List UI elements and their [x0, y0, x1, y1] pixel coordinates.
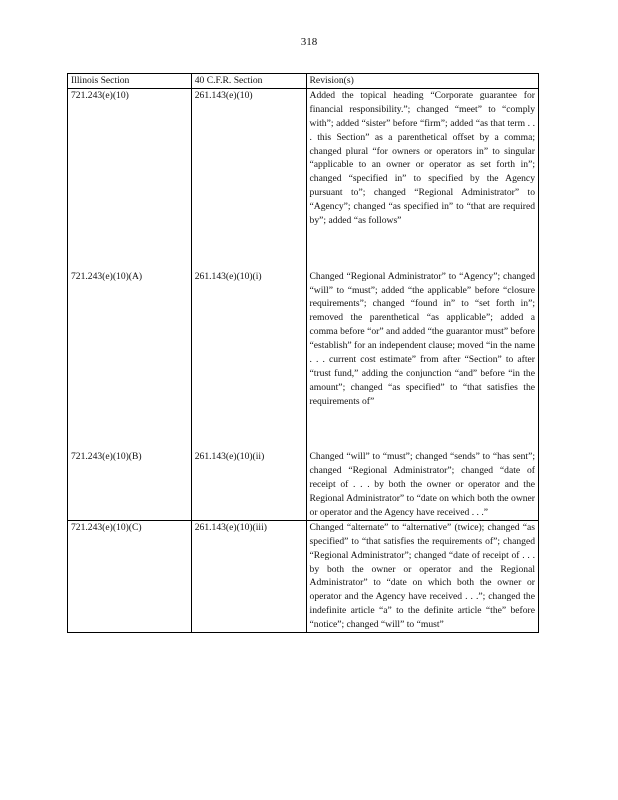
cfr-section: 261.143(e)(10)(i)	[194, 270, 262, 282]
revision-text: Changed “alternate” to “alternative” (twice); changed “as specified” to “that satisfies the requirements of”; changed “Regional Administrator”; changed “date of receipt of . . . by both the owner or operator and the Regional Administrator” to “date on which both the owner or operator and the Agency have received . . .”; changed the indefinite article “a” to the definite article “the” before “notice”; changed “will” to “must”	[309, 521, 535, 631]
cfr-section: 261.143(e)(10)(ii)	[194, 451, 265, 463]
revision-cell	[306, 520, 538, 632]
revision-cell	[306, 88, 538, 520]
table-row	[68, 520, 539, 632]
page-number: 318	[300, 36, 318, 48]
table-header-row	[68, 74, 539, 89]
revision-text: Changed “will” to “must”; changed “sends” to “has sent”; changed “Regional Administrator”; changed “date of receipt of . . . by both the owner or operator and the Regional Administrator” to “date on which both the owner or operator and the Agency have received . . .”	[309, 451, 535, 518]
revision-text: Changed “Regional Administrator” to “Agency”; changed “will” to “must”; added “the applicable” before “closure requirements”; changed “found in” to “set forth in”; removed the parenthetical “as applicable”; added a comma before “or” and added “the guarantor must” before “establish” for an independent clause; moved “in the name . . . current cost estimate” from after “Section” to after “trust fund,” adding the conjunction “and” before “in the amount”; changed “as specified” to “that satisfies the requirements of”	[309, 270, 535, 407]
illinois-section-cell	[68, 520, 192, 632]
illinois-section: 721.243(e)(10)(A)	[71, 270, 143, 282]
illinois-section: 721.243(e)(10)(C)	[71, 521, 142, 533]
illinois-section: 721.243(e)(10)(B)	[71, 451, 142, 463]
cfr-section-cell	[191, 88, 306, 520]
cfr-section: 261.143(e)(10)	[194, 89, 253, 101]
illinois-section: 721.243(e)(10)	[71, 89, 129, 101]
header-revisions: Revision(s)	[306, 74, 538, 89]
header-cfr-section: 40 C.F.R. Section	[191, 74, 306, 89]
revision-table	[67, 73, 539, 633]
cfr-section-cell	[191, 520, 306, 632]
cfr-section: 261.143(e)(10)(iii)	[194, 521, 267, 533]
table-row	[68, 88, 539, 520]
revision-text: Added the topical heading “Corporate guarantee for financial responsibility.”; changed “meet” to “comply with”; added “sister” before “firm”; added “as that term . . . this Section” as a parenthetical offset by a comma; changed plural “for owners or operators in” to singular “applicable to an owner or operator as set forth in”; changed “specified in” to specified by the Agency pursuant to”; changed “Regional Administrator” to “Agency”; changed “as specified in” to “that are required by”; added “as follows”	[309, 89, 535, 227]
illinois-section-cell	[68, 88, 192, 520]
header-illinois-section: Illinois Section	[68, 74, 192, 89]
